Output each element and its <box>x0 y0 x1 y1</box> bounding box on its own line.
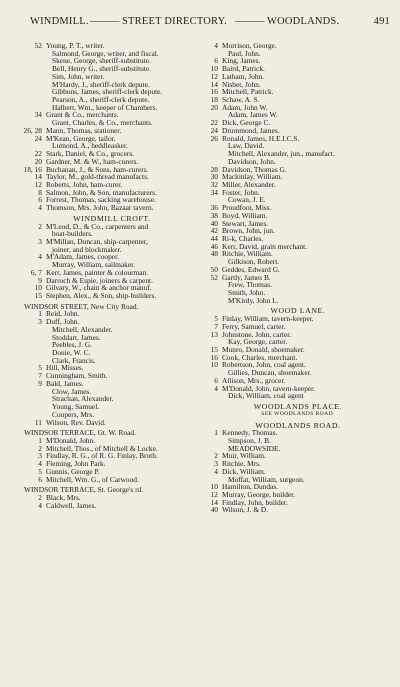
resident-name: Taylor, M., gold-thread manufacts. <box>46 172 149 182</box>
house-number: 4 <box>214 383 218 393</box>
heading-text: WINDSOR TERRACE, St. George's rd. <box>24 485 144 495</box>
house-number: 11 <box>34 417 42 427</box>
resident-name: Ri-k, Charles. <box>222 233 264 243</box>
resident-name: Gartly, James B. <box>222 272 271 282</box>
house-number: 38 <box>210 210 218 220</box>
house-number: 40 <box>210 218 218 228</box>
house-number: 48 <box>210 249 218 259</box>
house-number: 20 <box>34 156 42 166</box>
resident-name: Stephen, Alex., & Son, ship-builders. <box>46 291 157 300</box>
resident-name: Finlay, William, tavern-keeper. <box>222 314 314 324</box>
directory-entry <box>24 204 200 212</box>
resident-name: Brown, John, jun. <box>222 226 275 236</box>
house-number: 20 <box>210 102 218 112</box>
resident-name: Lumond, A., heddleasker. <box>52 141 128 151</box>
resident-name: Salmond, George, writer, and fiscal. <box>52 48 159 58</box>
house-number: 15 <box>210 345 218 355</box>
house-number: 4 <box>214 41 218 50</box>
house-number: 10 <box>210 482 218 492</box>
resident-name: Baird, Patrick. <box>222 64 265 74</box>
resident-name: Simpson, J. B. <box>228 435 271 445</box>
resident-name: Hamilton, Dundas. <box>222 482 279 492</box>
house-number: 5 <box>214 314 218 324</box>
house-number: 6 <box>38 195 42 205</box>
resident-name: Pearson, A., sheriff-clerk depute. <box>52 95 150 105</box>
resident-name: Gibbons, James, sheriff-clerk depute. <box>52 87 163 97</box>
header-middle: STREET DIRECTORY. <box>122 16 227 27</box>
resident-name: joiner, and blockmaker. <box>52 244 122 254</box>
house-number: 32 <box>210 179 218 189</box>
house-number: 16 <box>210 87 218 97</box>
header-dash-2: ——— <box>235 16 264 27</box>
resident-name: Stewart, James. <box>222 218 269 228</box>
resident-name: Gillies, Duncan, shoemaker. <box>228 368 312 378</box>
resident-name: Moffat, William, surgeon. <box>228 474 305 484</box>
house-number: 6, 7 <box>30 267 42 277</box>
house-number: 2 <box>38 492 42 502</box>
house-number: 6 <box>214 56 218 66</box>
resident-name: Sim, John, writer. <box>52 71 105 81</box>
house-number: 52 <box>34 41 42 50</box>
resident-name: Law, David. <box>228 141 265 151</box>
resident-name: Proudfoot, Miss. <box>222 203 272 213</box>
header-dash-1: ——— <box>90 16 119 27</box>
resident-name: Kerr, David, grain merchant. <box>222 241 308 251</box>
resident-name: Young, P. T., writer. <box>46 41 105 50</box>
house-number: 5 <box>38 466 42 476</box>
house-number: 4 <box>38 459 42 469</box>
heading-text: WOOD LANE. <box>270 306 326 316</box>
heading-text: WINDSOR STREET, New City Road. <box>24 301 139 311</box>
house-number: 26, 28 <box>23 125 42 135</box>
house-number: 10 <box>210 64 218 74</box>
house-number: 4 <box>38 203 42 213</box>
resident-name: Strachan, Alexander. <box>52 394 114 404</box>
resident-name: boat-builders. <box>52 229 93 239</box>
resident-name: Mitchell, Thos., of Mitchell & Locke. <box>46 443 158 453</box>
directory-entry <box>24 419 200 427</box>
resident-name: Bell, Henry G., sheriff-substitute. <box>52 64 152 74</box>
resident-name: Adam, James W. <box>228 110 278 120</box>
resident-name: Coupers, Mrs. <box>52 409 95 419</box>
heading-text: SEE WOODLANDS ROAD. <box>261 410 335 417</box>
heading-text: WOODLANDS PLACE. <box>253 402 343 412</box>
house-number: 50 <box>210 264 218 274</box>
house-number: 22 <box>210 118 218 128</box>
resident-name: Nisbet, John. <box>222 79 261 89</box>
resident-name: Latham, John. <box>222 71 265 81</box>
resident-name: Murray, William, sailmaker. <box>52 260 136 270</box>
house-number: 9 <box>38 378 42 388</box>
resident-name: Drummond, James. <box>222 125 280 135</box>
resident-name: Young, Samuel. <box>52 402 100 412</box>
resident-name: M'Leod, D., & Co., carpenters and <box>46 221 149 231</box>
resident-name: Munro, Donald, shoemaker. <box>222 345 305 355</box>
house-number: 24 <box>210 125 218 135</box>
resident-name: M'Kirdy, John L. <box>228 295 279 305</box>
house-number: 30 <box>210 172 218 182</box>
resident-name: Clark, Francis. <box>52 355 96 365</box>
running-header <box>30 12 390 34</box>
resident-name: Clow, James. <box>52 386 92 396</box>
cross-reference <box>200 411 396 419</box>
directory-entry-continued <box>24 65 200 73</box>
house-number: 3 <box>38 451 42 461</box>
house-number: 8 <box>38 187 42 197</box>
resident-name: Dick, William. <box>222 466 266 476</box>
resident-name: Ferry, Samuel, carter. <box>222 321 286 331</box>
resident-name: M'Adam, James, cooper. <box>46 252 119 262</box>
house-number: 13 <box>210 329 218 339</box>
house-number: 12 <box>210 489 218 499</box>
directory-entry-continued <box>24 341 200 349</box>
house-number: 18 <box>210 95 218 105</box>
resident-name: Miller, Alexander. <box>222 179 276 189</box>
resident-name: Johnstone, John, carter. <box>222 329 292 339</box>
resident-name: Grant & Co., merchants. <box>46 110 119 120</box>
house-number: 14 <box>34 172 42 182</box>
house-number: 46 <box>210 241 218 251</box>
house-number: 34 <box>34 110 42 120</box>
house-number: 3 <box>214 459 218 469</box>
resident-name: Mitchell, Alexander, jun., manufact. <box>228 149 335 159</box>
house-number: 7 <box>214 321 218 331</box>
header-right: WOODLANDS. <box>267 16 340 27</box>
resident-name: Mitchell, Patrick. <box>222 87 274 97</box>
header-left: WINDMILL. <box>30 16 89 27</box>
house-number: 24 <box>34 133 42 143</box>
house-number: 42 <box>210 226 218 236</box>
resident-name: Duff, John. <box>46 317 80 327</box>
house-number: 6 <box>214 375 218 385</box>
resident-name: Ronald, James, H.E.I.C.S. <box>222 133 300 143</box>
resident-name: M'Millan, Duncan, ship-carpenter, <box>46 236 148 246</box>
directory-entry <box>200 506 396 514</box>
resident-name: Frew, Thomas. <box>228 280 272 290</box>
house-number: 44 <box>210 233 218 243</box>
resident-name: Gilkison, Robert. <box>228 257 280 267</box>
house-number: 5 <box>38 363 42 373</box>
resident-name: Foster, John. <box>222 187 260 197</box>
resident-name: Thomson, Mrs. John, Bazaar tavern. <box>46 203 154 213</box>
resident-name: Stoddart, James. <box>52 332 101 342</box>
resident-name: Douie, W. C. <box>52 348 91 358</box>
house-number: 2 <box>38 221 42 231</box>
resident-name: Morrison, George. <box>222 41 277 50</box>
resident-name: M'Kean, George, tailor. <box>46 133 116 143</box>
house-number: 28 <box>210 164 218 174</box>
house-number: 6 <box>38 474 42 484</box>
house-number: 4 <box>38 252 42 262</box>
house-number: 9 <box>38 275 42 285</box>
house-number: 7 <box>38 371 42 381</box>
house-number: 52 <box>210 272 218 282</box>
resident-name: Kennedy, Thomas. <box>222 428 278 438</box>
heading-text: WOODLANDS ROAD. <box>255 420 341 430</box>
heading-text: WINDSOR TERRACE, Gt. W. Road. <box>24 428 136 438</box>
directory-entry-continued <box>24 395 200 403</box>
directory-entry-continued <box>24 334 200 342</box>
directory-entry <box>24 223 200 231</box>
resident-name: Kay, George, carter. <box>228 337 288 347</box>
resident-name: Cunningham, Smith. <box>46 371 108 381</box>
right-column <box>200 42 396 514</box>
directory-entry <box>24 292 200 300</box>
house-number: 4 <box>38 500 42 510</box>
resident-name: Wilson, J. & D. <box>222 505 269 515</box>
directory-entry-continued <box>200 297 396 305</box>
house-number: 12 <box>34 179 42 189</box>
resident-name: Skene, George, sheriff-substitute. <box>52 56 151 66</box>
house-number: 16 <box>210 352 218 362</box>
street-heading <box>200 403 396 411</box>
resident-name: Halbert, Wm., keeper of Chambers. <box>52 102 158 112</box>
directory-entry <box>24 502 200 510</box>
resident-name: Schaw, A. S. <box>222 95 260 105</box>
house-number: 36 <box>210 203 218 213</box>
resident-name: Boyd, William. <box>222 210 268 220</box>
resident-name: Dick, William, coal agent <box>228 391 304 401</box>
resident-name: Gunnis, George P. <box>46 466 100 476</box>
resident-name: Gardner, M. & W., ham-curers. <box>46 156 139 166</box>
resident-name: Mann, Thomas, stationer. <box>46 125 122 135</box>
house-number: 1 <box>38 309 42 319</box>
resident-name: Ritchie, Mrs. <box>222 459 261 469</box>
resident-name: Davidson, Thomas G. <box>222 164 287 174</box>
resident-name: Cowan, J. E. <box>228 195 266 205</box>
resident-name: Caldwell, James. <box>46 500 97 510</box>
resident-name: Kerr, James, painter & colourman. <box>46 267 149 277</box>
resident-name: Dick, George C. <box>222 118 271 128</box>
resident-name: Muir, William. <box>222 451 266 461</box>
resident-name: Murray, George, builder. <box>222 489 296 499</box>
resident-name: Allison, Mrs., grocer. <box>222 375 286 385</box>
house-number: 3 <box>38 236 42 246</box>
resident-name: Bald, James. <box>46 378 84 388</box>
house-number: 1 <box>38 435 42 445</box>
resident-name: Adam, John W. <box>222 102 268 112</box>
resident-name: Buchanan, J., & Sons, ham-curers. <box>46 164 149 174</box>
resident-name: M'Donald, John. <box>46 435 96 445</box>
directory-entry-continued <box>200 392 396 400</box>
house-number: 2 <box>38 443 42 453</box>
resident-name: Mitchell, Alexander. <box>52 324 113 334</box>
resident-name: Darroch & Espie, joiners & carpent. <box>46 275 153 285</box>
resident-name: Salmon, John, & Son, manufacturers. <box>46 187 157 197</box>
resident-name: Robertson, John, coal agent. <box>222 360 306 370</box>
resident-name: Mackinlay, William. <box>222 172 283 182</box>
resident-name: Mitchell, Wm. G., of Carwood. <box>46 474 139 484</box>
resident-name: Smith, John. <box>228 288 266 297</box>
resident-name: Davidson, John. <box>228 156 276 166</box>
house-number: 22 <box>34 149 42 159</box>
resident-name: Reid, John. <box>46 309 80 319</box>
resident-name: Hill, Misses. <box>46 363 84 373</box>
resident-name: Ritchie, William. <box>222 249 273 259</box>
resident-name: Paul, John. <box>228 48 261 58</box>
house-number: 18, 16 <box>23 164 42 174</box>
directory-entry-continued <box>24 326 200 334</box>
resident-name: Peebles, J. G. <box>52 340 93 350</box>
house-number: 14 <box>210 79 218 89</box>
heading-text: WINDMILL CROFT. <box>73 213 151 223</box>
resident-name: MEADOWSIDE. <box>228 443 281 453</box>
house-number: 3 <box>38 317 42 327</box>
house-number: 10 <box>34 283 42 293</box>
left-column <box>24 42 200 509</box>
directory-entry <box>24 476 200 484</box>
resident-name: Geddes, Edward G. <box>222 264 280 274</box>
resident-name: Findlay, John, builder. <box>222 497 288 507</box>
house-number: 26 <box>210 133 218 143</box>
directory-entry-continued <box>24 349 200 357</box>
resident-name: M'Hardy, J., sheriff-clerk depute. <box>52 79 150 89</box>
house-number: 2 <box>214 451 218 461</box>
house-number: 12 <box>210 71 218 81</box>
house-number: 10 <box>210 360 218 370</box>
resident-name: Cook, Charles, merchant. <box>222 352 298 362</box>
resident-name: Stark, Daniel, & Co., grocers. <box>46 149 135 159</box>
resident-name: Grant, Charles, & Co., merchants. <box>52 118 153 128</box>
house-number: 14 <box>210 497 218 507</box>
house-number: 1 <box>214 428 218 438</box>
resident-name: Wilson, Rev. David. <box>46 417 106 427</box>
page-number: 491 <box>373 16 390 27</box>
house-number: 4 <box>214 466 218 476</box>
resident-name: Roberts, John, ham-curer. <box>46 179 123 189</box>
resident-name: Gilvary, W., chain & anchor manuf. <box>46 283 152 293</box>
resident-name: King, James. <box>222 56 261 66</box>
house-number: 34 <box>210 187 218 197</box>
resident-name: Forrest, Thomas, sacking warehouse. <box>46 195 156 205</box>
directory-entry <box>24 380 200 388</box>
house-number: 15 <box>34 291 42 300</box>
resident-name: Findlay, R. G., of R. G. Finlay, Broth. <box>46 451 158 461</box>
resident-name: Black, Mrs. <box>46 492 81 502</box>
resident-name: M'Donald, John, tavern-keeper. <box>222 383 316 393</box>
directory-entry-continued <box>24 403 200 411</box>
house-number: 40 <box>210 505 218 515</box>
resident-name: Fleming, John Park. <box>46 459 106 469</box>
